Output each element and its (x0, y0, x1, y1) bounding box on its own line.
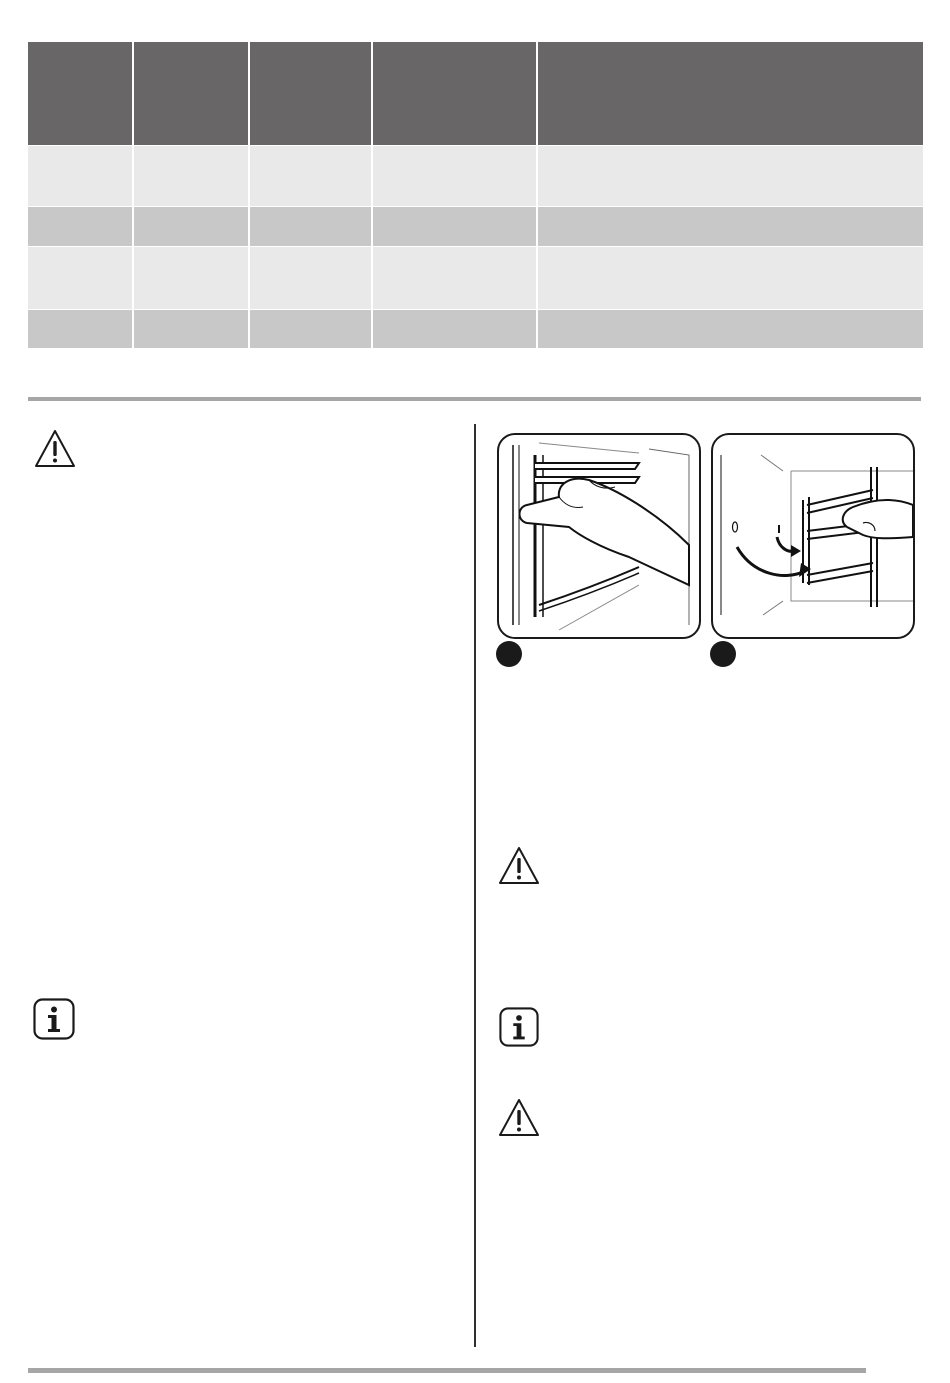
section-divider (28, 397, 921, 401)
table-cell (373, 146, 536, 207)
warning-triangle-icon (33, 427, 77, 471)
information-icon (33, 998, 75, 1040)
table-cell (134, 247, 248, 310)
settings-table (28, 42, 921, 349)
warning-triangle-icon (497, 844, 541, 888)
table-cell (373, 207, 536, 247)
table-cell (134, 146, 248, 207)
table-cell (538, 146, 923, 207)
table-cell (28, 207, 132, 247)
table-header-cell (538, 42, 923, 146)
table-cell (250, 310, 371, 349)
step-callout-2 (710, 641, 736, 667)
table-cell (250, 146, 371, 207)
install-shelf-support-step-2-figure (711, 433, 915, 639)
table-cell (28, 146, 132, 207)
install-shelf-support-step-1-figure (497, 433, 701, 639)
footer-divider (28, 1368, 866, 1373)
table-cell (134, 310, 248, 349)
table-cell (250, 207, 371, 247)
table-header-cell (373, 42, 536, 146)
table-cell (538, 247, 923, 310)
table-cell (373, 247, 536, 310)
table-cell (538, 310, 923, 349)
table-cell (28, 310, 132, 349)
table-cell (538, 207, 923, 247)
table-cell (134, 207, 248, 247)
step-callout-1 (496, 641, 522, 667)
warning-triangle-icon (497, 1096, 541, 1140)
column-divider (474, 424, 476, 1347)
table-header-cell (134, 42, 248, 146)
table-cell (373, 310, 536, 349)
information-icon (499, 1007, 539, 1047)
table-cell (250, 247, 371, 310)
table-header-cell (250, 42, 371, 146)
table-header-cell (28, 42, 132, 146)
table-cell (28, 247, 132, 310)
